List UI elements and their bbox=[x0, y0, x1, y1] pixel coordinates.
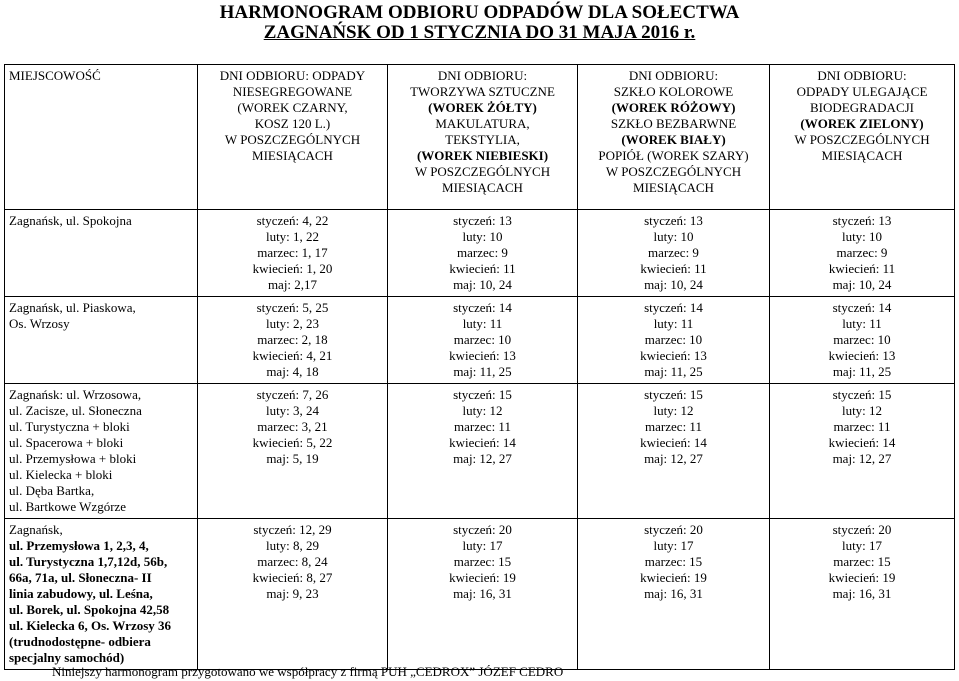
cell-line: luty: 8, 29 bbox=[265, 538, 320, 553]
cell-line: (WOREK NIEBIESKI) bbox=[416, 148, 549, 163]
title-line-1: HARMONOGRAM ODBIORU ODPADÓW DLA SOŁECTWA bbox=[219, 2, 740, 23]
header-bio-waste bbox=[770, 65, 955, 210]
cell-line: maj: 9, 23 bbox=[266, 586, 319, 601]
cell-line: luty: 12 bbox=[462, 403, 503, 418]
cell-line: (trudnodostępne- odbiera bbox=[9, 634, 151, 649]
bio-waste-cell bbox=[770, 297, 955, 384]
cell-line: (WOREK RÓŻOWY) bbox=[611, 100, 736, 115]
glass-ash-cell bbox=[578, 210, 770, 297]
cell-line: ul. Turystyczna 1,7,12d, 56b, bbox=[9, 554, 168, 569]
cell-line: ul. Turystyczna + bloki bbox=[9, 419, 130, 434]
cell-line: kwiecień: 8, 27 bbox=[252, 570, 333, 585]
cell-line: maj: 12, 27 bbox=[832, 451, 892, 466]
location-cell bbox=[5, 210, 198, 297]
document-title bbox=[0, 3, 959, 43]
cell-line: BIODEGRADACJI bbox=[810, 100, 914, 115]
cell-line: DNI ODBIORU: bbox=[437, 68, 528, 83]
cell-line: luty: 11 bbox=[462, 316, 503, 331]
header-mixed-waste bbox=[198, 65, 388, 210]
cell-line: linia zabudowy, ul. Leśna, bbox=[9, 586, 153, 601]
cell-line: (WOREK CZARNY, bbox=[237, 100, 348, 115]
mixed-waste-cell bbox=[198, 297, 388, 384]
cell-line: W POSZCZEGÓLNYCH bbox=[605, 164, 742, 179]
cell-line: kwiecień: 14 bbox=[449, 435, 516, 450]
cell-line: W POSZCZEGÓLNYCH bbox=[414, 164, 551, 179]
header-glass-ash bbox=[578, 65, 770, 210]
cell-line: kwiecień: 4, 21 bbox=[252, 348, 333, 363]
table-row bbox=[5, 384, 955, 519]
cell-line: luty: 11 bbox=[842, 316, 882, 331]
cell-line: maj: 12, 27 bbox=[644, 451, 703, 466]
table-row bbox=[5, 210, 955, 297]
cell-line: marzec: 11 bbox=[454, 419, 511, 434]
cell-line: maj: 11, 25 bbox=[644, 364, 703, 379]
cell-line: luty: 10 bbox=[841, 229, 883, 244]
cell-line: marzec: 10 bbox=[644, 332, 703, 347]
cell-line: kwiecień: 11 bbox=[828, 261, 896, 276]
cell-line: Zagnańsk, ul. Spokojna bbox=[9, 213, 132, 228]
cell-line: maj: 16, 31 bbox=[832, 586, 892, 601]
cell-line: marzec: 15 bbox=[453, 554, 512, 569]
cell-line: styczeń: 20 bbox=[453, 522, 512, 537]
cell-line: MAKULATURA, bbox=[435, 116, 530, 131]
cell-line: luty: 10 bbox=[462, 229, 503, 244]
cell-line: kwiecień: 13 bbox=[640, 348, 707, 363]
location-cell bbox=[5, 297, 198, 384]
mixed-waste-cell bbox=[198, 519, 388, 670]
cell-line: DNI ODBIORU: bbox=[817, 68, 907, 83]
plastic-paper-cell bbox=[388, 384, 578, 519]
cell-line: marzec: 8, 24 bbox=[257, 554, 328, 569]
cell-line: kwiecień: 11 bbox=[640, 261, 707, 276]
cell-line: styczeń: 15 bbox=[832, 387, 892, 402]
cell-line: kwiecień: 19 bbox=[828, 570, 896, 585]
cell-line: maj: 12, 27 bbox=[453, 451, 512, 466]
cell-line: KOSZ 120 L.) bbox=[254, 116, 331, 131]
plastic-paper-cell bbox=[388, 210, 578, 297]
cell-line: DNI ODBIORU: ODPADY bbox=[219, 68, 366, 83]
cell-line: 66a, 71a, ul. Słoneczna- II bbox=[9, 570, 152, 585]
cell-line: kwiecień: 14 bbox=[828, 435, 896, 450]
cell-line: kwiecień: 11 bbox=[449, 261, 516, 276]
schedule-table bbox=[4, 64, 955, 670]
cell-line: marzec: 10 bbox=[453, 332, 512, 347]
cell-line: MIESIĄCACH bbox=[442, 180, 523, 195]
cell-line: luty: 12 bbox=[653, 403, 694, 418]
footer-note: Niniejszy harmonogram przygotowano we współpracy z firmą PUH „CEDROX” JÓZEF CEDRO bbox=[52, 664, 564, 679]
cell-line: (WOREK ZIELONY) bbox=[800, 116, 924, 131]
cell-line: maj: 10, 24 bbox=[453, 277, 512, 292]
cell-line: ul. Przemysłowa 1, 2,3, 4, bbox=[9, 538, 149, 553]
cell-line: kwiecień: 1, 20 bbox=[252, 261, 333, 276]
cell-line: marzec: 15 bbox=[833, 554, 891, 569]
cell-line: NIESEGREGOWANE bbox=[232, 84, 353, 99]
cell-line: styczeń: 4, 22 bbox=[256, 213, 329, 228]
bio-waste-cell bbox=[770, 519, 955, 670]
cell-line: luty: 17 bbox=[653, 538, 694, 553]
cell-line: luty: 10 bbox=[653, 229, 694, 244]
cell-line: marzec: 2, 18 bbox=[257, 332, 328, 347]
cell-line: marzec: 10 bbox=[833, 332, 891, 347]
cell-line: (WOREK BIAŁY) bbox=[621, 132, 726, 147]
cell-line: styczeń: 7, 26 bbox=[256, 387, 329, 402]
plastic-paper-cell bbox=[388, 519, 578, 670]
cell-line: styczeń: 15 bbox=[644, 387, 703, 402]
cell-line: kwiecień: 19 bbox=[449, 570, 516, 585]
cell-line: (WOREK ŻÓŁTY) bbox=[428, 100, 537, 115]
cell-line: Zagnańsk, ul. Piaskowa, bbox=[9, 300, 136, 315]
cell-line: MIESIĄCACH bbox=[821, 148, 903, 163]
cell-line: styczeń: 13 bbox=[453, 213, 512, 228]
cell-line: styczeń: 12, 29 bbox=[253, 522, 332, 537]
cell-line: TEKSTYLIA, bbox=[445, 132, 520, 147]
cell-line: W POSZCZEGÓLNYCH bbox=[224, 132, 361, 147]
cell-line: DNI ODBIORU: bbox=[628, 68, 719, 83]
cell-line: luty: 3, 24 bbox=[265, 403, 320, 418]
mixed-waste-cell bbox=[198, 210, 388, 297]
cell-line: Os. Wrzosy bbox=[9, 316, 70, 331]
cell-line: luty: 11 bbox=[653, 316, 694, 331]
cell-line: marzec: 11 bbox=[645, 419, 702, 434]
cell-line: marzec: 11 bbox=[833, 419, 891, 434]
cell-line: SZKŁO BEZBARWNE bbox=[610, 116, 737, 131]
cell-line: maj: 10, 24 bbox=[832, 277, 892, 292]
cell-line: ul. Zacisze, ul. Słoneczna bbox=[9, 403, 142, 418]
cell-line: TWORZYWA SZTUCZNE bbox=[410, 84, 555, 99]
bio-waste-cell bbox=[770, 384, 955, 519]
cell-line: W POSZCZEGÓLNYCH bbox=[794, 132, 930, 147]
cell-line: marzec: 9 bbox=[648, 245, 699, 260]
cell-line: marzec: 1, 17 bbox=[257, 245, 328, 260]
cell-line: marzec: 3, 21 bbox=[257, 419, 328, 434]
cell-line: styczeń: 20 bbox=[832, 522, 892, 537]
cell-line: ul. Kielecka + bloki bbox=[9, 467, 113, 482]
cell-line: styczeń: 14 bbox=[832, 300, 892, 315]
cell-line: maj: 16, 31 bbox=[453, 586, 512, 601]
bio-waste-cell bbox=[770, 210, 955, 297]
cell-line: kwiecień: 13 bbox=[828, 348, 896, 363]
cell-line: ul. Kielecka 6, Os. Wrzosy 36 bbox=[9, 618, 172, 633]
title-line-2: ZAGNAŃSK OD 1 STYCZNIA DO 31 MAJA 2016 r. bbox=[263, 22, 696, 43]
cell-line: maj: 4, 18 bbox=[266, 364, 319, 379]
header-location bbox=[5, 65, 198, 210]
plastic-paper-cell bbox=[388, 297, 578, 384]
cell-line: luty: 17 bbox=[841, 538, 883, 553]
cell-line: ul. Bartkowe Wzgórze bbox=[9, 499, 127, 514]
location-cell bbox=[5, 384, 198, 519]
cell-line: maj: 16, 31 bbox=[644, 586, 703, 601]
cell-line: ul. Dęba Bartka, bbox=[9, 483, 95, 498]
cell-line: styczeń: 14 bbox=[644, 300, 703, 315]
header-plastic-paper bbox=[388, 65, 578, 210]
cell-line: luty: 12 bbox=[841, 403, 883, 418]
cell-line: kwiecień: 13 bbox=[449, 348, 516, 363]
cell-line: kwiecień: 14 bbox=[640, 435, 707, 450]
cell-line: styczeń: 14 bbox=[453, 300, 512, 315]
cell-line: marzec: 15 bbox=[644, 554, 703, 569]
cell-line: MIESIĄCACH bbox=[252, 148, 333, 163]
location-cell bbox=[5, 519, 198, 670]
cell-line: maj: 2,17 bbox=[267, 277, 318, 292]
cell-line: ul. Spacerowa + bloki bbox=[9, 435, 124, 450]
mixed-waste-cell bbox=[198, 384, 388, 519]
cell-line: MIESIĄCACH bbox=[633, 180, 714, 195]
cell-line: ul. Borek, ul. Spokojna 42,58 bbox=[9, 602, 170, 617]
cell-line: marzec: 9 bbox=[836, 245, 888, 260]
cell-line: styczeń: 15 bbox=[453, 387, 512, 402]
cell-line: ul. Przemysłowa + bloki bbox=[9, 451, 137, 466]
cell-line: Zagnańsk: ul. Wrzosowa, bbox=[9, 387, 142, 402]
cell-line: luty: 2, 23 bbox=[265, 316, 320, 331]
cell-line: styczeń: 5, 25 bbox=[256, 300, 329, 315]
cell-line: MIEJSCOWOŚĆ bbox=[9, 68, 101, 83]
cell-line: marzec: 9 bbox=[457, 245, 508, 260]
table-row bbox=[5, 519, 955, 670]
cell-line: kwiecień: 19 bbox=[640, 570, 707, 585]
cell-line: luty: 17 bbox=[462, 538, 503, 553]
header-row bbox=[5, 65, 955, 210]
cell-line: styczeń: 13 bbox=[832, 213, 892, 228]
glass-ash-cell bbox=[578, 297, 770, 384]
cell-line: POPIÓŁ (WOREK SZARY) bbox=[598, 148, 749, 163]
cell-line: ODPADY ULEGAJĄCE bbox=[796, 84, 928, 99]
cell-line: styczeń: 20 bbox=[644, 522, 703, 537]
cell-line: kwiecień: 5, 22 bbox=[252, 435, 333, 450]
cell-line: SZKŁO KOLOROWE bbox=[613, 84, 734, 99]
cell-line: maj: 5, 19 bbox=[266, 451, 319, 466]
glass-ash-cell bbox=[578, 519, 770, 670]
cell-line: maj: 11, 25 bbox=[832, 364, 892, 379]
glass-ash-cell bbox=[578, 384, 770, 519]
cell-line: specjalny samochód) bbox=[9, 650, 125, 665]
cell-line: luty: 1, 22 bbox=[265, 229, 320, 244]
cell-line: Zagnańsk, bbox=[9, 522, 63, 537]
cell-line: styczeń: 13 bbox=[644, 213, 703, 228]
cell-line: maj: 10, 24 bbox=[644, 277, 703, 292]
cell-line: maj: 11, 25 bbox=[453, 364, 512, 379]
table-row bbox=[5, 297, 955, 384]
